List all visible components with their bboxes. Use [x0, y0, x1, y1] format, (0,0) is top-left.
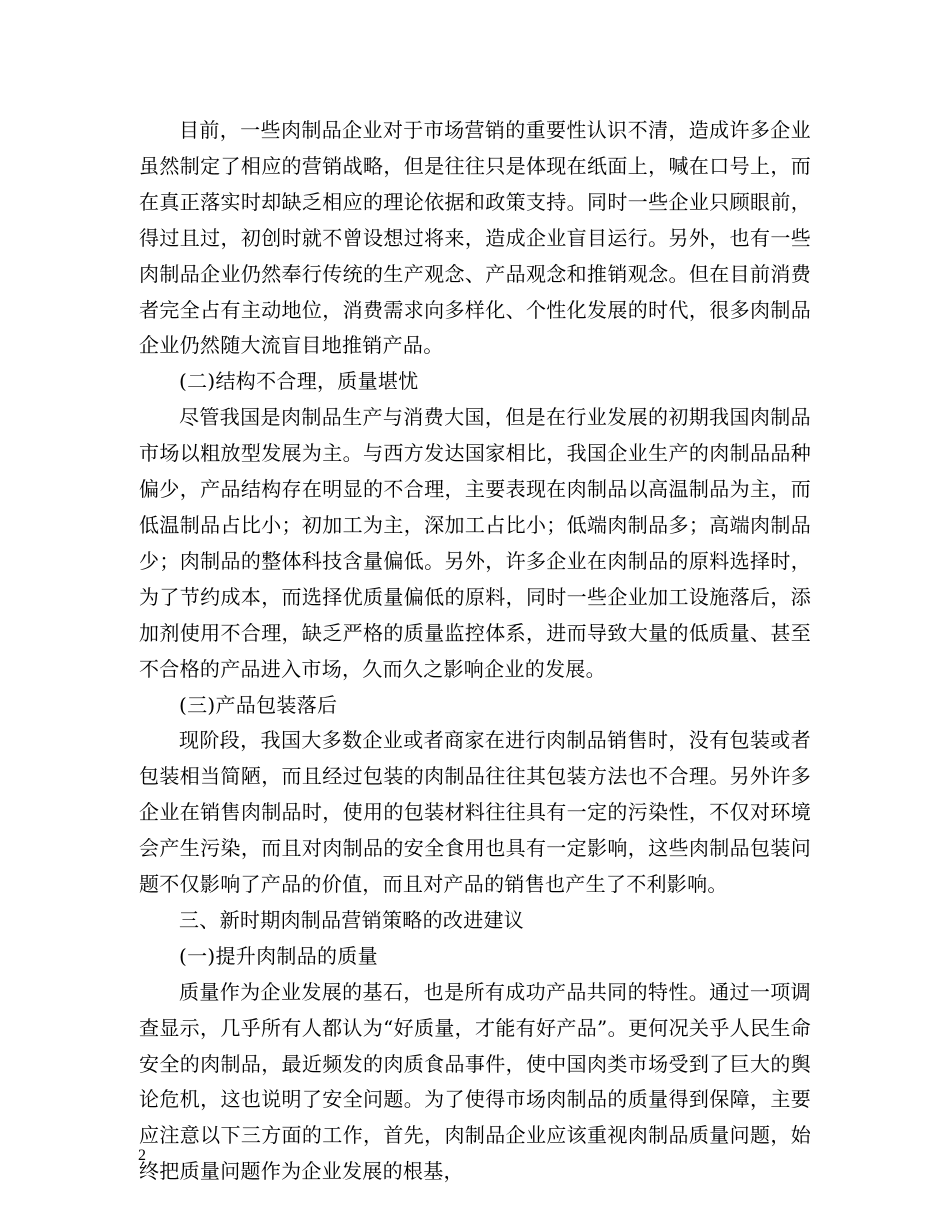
paragraph-quality: 质量作为企业发展的基石，也是所有成功产品共同的特性。通过一项调查显示，几乎所有人都认为“好质量，才能有好产品”。更何况关乎人民生命安全的肉制品，最近频发的肉质食品事件，使中国肉类市场受到了巨大的舆论危机，这也说明了安全问题。为了使得市场肉制品的质量得到保障，主要应注意以下三方面的工作，首先，肉制品企业应该重视肉制品质量问题，始终把质量问题作为企业发展的根基， [139, 979, 811, 1184]
section-heading-packaging: (三)产品包装落后 [179, 692, 338, 717]
section-heading-structure: (二)结构不合理，质量堪忧 [179, 369, 419, 394]
paragraph-marketing-awareness: 目前，一些肉制品企业对于市场营销的重要性认识不清，造成许多企业虽然制定了相应的营销战略，但是往往只是体现在纸面上，喊在口号上，而在真正落实时却缺乏相应的理论依据和政策支持。同时一些企业只顾眼前，得过且过，初创时就不曾设想过将来，造成企业盲目运行。另外，也有一些肉制品企业仍然奉行传统的生产观念、产品观念和推销观念。但在目前消费者完全占有主动地位，消费需求向多样化、个性化发展的时代，很多肉制品企业仍然随大流盲目地推销产品。 [139, 118, 811, 358]
paragraph-structure-quality: 尽管我国是肉制品生产与消费大国，但是在行业发展的初期我国肉制品市场以粗放型发展为主。与西方发达国家相比，我国企业生产的肉制品品种偏少，产品结构存在明显的不合理，主要表现在肉制品以高温制品为主，而低温制品占比小；初加工为主，深加工占比小；低端肉制品多；高端肉制品少；肉制品的整体科技含量偏低。另外，许多企业在肉制品的原料选择时，为了节约成本，而选择优质量偏低的原料，同时一些企业加工设施落后，添加剂使用不合理，缺乏严格的质量监控体系，进而导致大量的低质量、甚至不合格的产品进入市场，久而久之影响企业的发展。 [139, 405, 811, 681]
page-number: 2 [138, 1147, 146, 1164]
section-heading-improve-quality: (一)提升肉制品的质量 [179, 943, 378, 968]
chapter-heading-suggestions: 三、新时期肉制品营销策略的改进建议 [179, 907, 525, 932]
paragraph-packaging: 现阶段，我国大多数企业或者商家在进行肉制品销售时，没有包装或者包装相当简陋，而且经过包装的肉制品往往其包装方法也不合理。另外许多企业在销售肉制品时，使用的包装材料往往具有一定的污染性，不仅对环境会产生污染，而且对肉制品的安全食用也具有一定影响，这些肉制品包装问题不仅影响了产品的价值，而且对产品的销售也产生了不利影响。 [139, 728, 811, 897]
body-text [139, 113, 811, 1190]
